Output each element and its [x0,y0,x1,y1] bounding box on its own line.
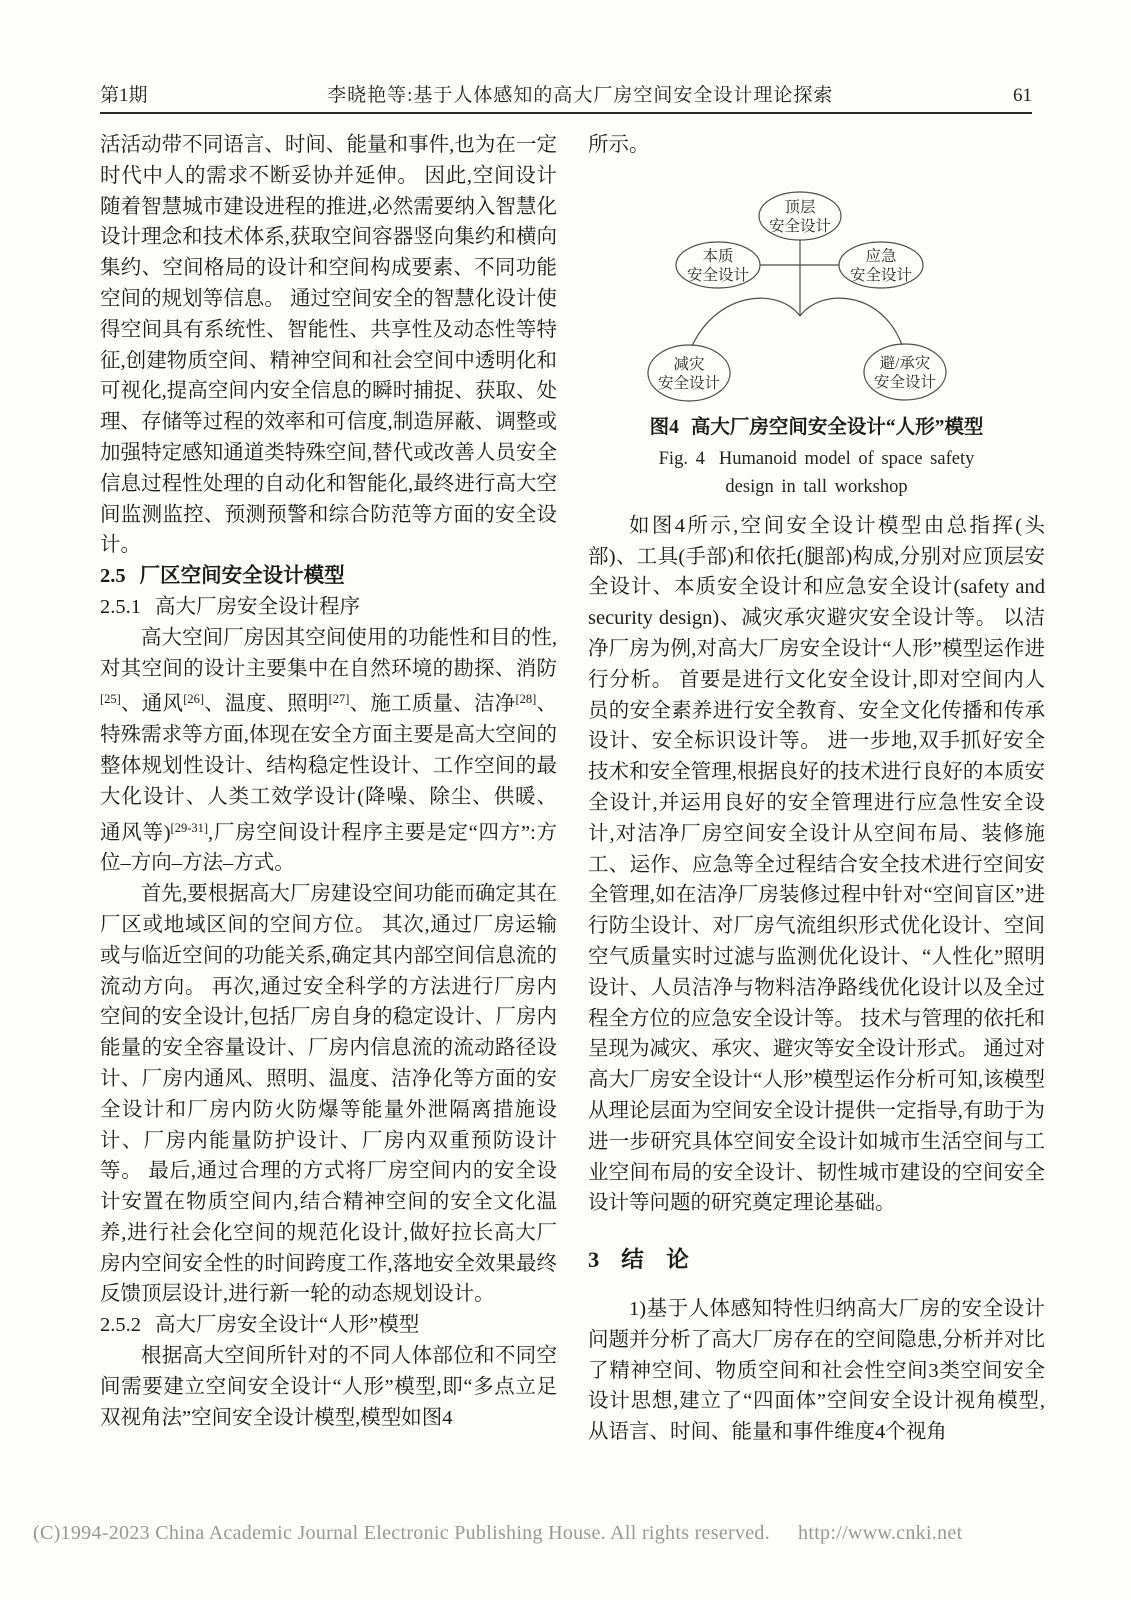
figure-node-label: 安全设计 [873,373,937,391]
paragraph-model-intro: 根据高大空间所针对的不同人体部位和不同空间需要建立空间安全设计“人形”模型,即“多点立足双视角法”空间安全设计模型,模型如图4 [100,1345,557,1429]
figure-4 [588,161,1045,501]
copyright-text: (C)1994-2023 China Academic Journal Electronic Publishing House. All rights reserved. [33,1522,771,1544]
figure-node-intrinsic-safety-design [676,242,760,288]
heading-2-5 [100,561,557,592]
figure-node-label: 减灾 [673,355,705,373]
text-run: ,厂房空间设计程序主要是定“四方”:方位–方向–方法–方式。 [100,821,557,875]
text-run: 高大空间厂房因其空间使用的功能性和目的性,对其空间的设计主要集中在自然环境的勘探、消防 [100,626,557,680]
humanoid-model-diagram [588,161,1043,411]
right-column [588,130,1045,1448]
text-run: 、温度、照明 [204,693,329,716]
text-run: 、施工质量、洁净 [349,693,516,716]
left-column [100,130,557,1433]
citation-superscript: [26] [183,692,205,707]
citation-superscript: [28] [515,692,537,707]
figure-node-label: 避/承灾 [879,354,931,372]
cnki-url: http://www.cnki.net [798,1522,963,1544]
figure-node-label: 安全设计 [849,266,913,284]
citation-superscript: [27] [328,692,350,707]
citation-superscript: [29-31] [170,820,209,835]
figure-connector-left-leg [692,298,800,346]
heading-2-5-1 [100,592,557,623]
paragraph-model-analysis: 如图4所示,空间安全设计模型由总指挥(头部)、工具(手部)和依托(腿部)构成,分别对应顶层安全设计、本质安全设计和应急安全设计(safety and security design)、减灾承灾避灾安全设计等。 以洁净厂房为例,对高大厂房安全设计“人形”模型运作进行分析。 首要是进行文化安全设计,即对空间内人员的安全素养进行安全教育、安全文化传播和传承设计、安全标识设计等。 进一步地,双手抓好安全技术和安全管理,根据良好的技术进行良好的本质安全设计,并运用良好的安全管理进行应急性安全设计,对洁净厂房空间安全设计从空间布局、装修施工、运作、应急等全过程结合安全技术进行空间安全管理,如在洁净厂房装修过程中针对“空间盲区”进行防尘设计、对厂房气流组织形式优化设计、空间空气质量实时过滤与监测优化设计、“人性化”照明设计、人员洁净与物料洁净路线优化设计以及全过程全方位的应急安全设计等。 技术与管理的依托和呈现为减灾、承灾、避灾等安全设计形式。 通过对高大厂房安全设计“人形”模型运作分析可知,该模型从理论层面为空间安全设计提供一定指导,有助于为进一步研究具体空间安全设计如城市生活空间与工业空间布局的安全设计、韧性城市建设的空间安全设计等问题的研究奠定理论基础。 [588,514,1045,1215]
figure-connector-right-leg [800,298,902,345]
paragraph-conclusion-1: 1)基于人体感知特性归纳高大厂房的安全设计问题并分析了高大厂房存在的空间隐患,分析并对比了精神空间、物质空间和社会性空间3类空间安全设计思想,建立了“四面体”空间安全设计视角模型,从语言、时间、能量和事件维度4个视角 [588,1297,1045,1444]
paragraph-continuation-tail: 所示。 [588,134,650,156]
figure-node-label: 本质 [702,247,734,265]
running-title: 李晓艳等:基于人体感知的高大厂房空间安全设计理论探索 [327,85,834,106]
figure-caption-label: 图4 [649,416,679,438]
figure-node-label: 安全设计 [686,266,750,284]
figure-node-emergency-safety-design [839,242,923,288]
figure-node-label: 应急 [865,247,897,265]
figure-caption-zh [588,415,1045,441]
figure-node-avoidance-safety-design [864,344,946,400]
heading-text: 厂区空间安全设计模型 [139,565,345,588]
issue-label: 第1期 [100,85,148,106]
heading-text: 高大厂房安全设计程序 [155,595,360,618]
figure-caption-en-line2: design in tall workshop [725,476,908,497]
text-run: 、特殊需求等方面,体现在安全方面主要是高大空间的整体规划性设计、结构稳定性设计、工作空间的最大化设计、人类工效学设计(降噪、除尘、供暖、通风等) [100,693,558,844]
figure-caption-en-text: Humanoid model of space safety [718,448,975,469]
citation-superscript: [25] [100,692,121,707]
copyright-footer [33,1522,1113,1545]
heading-text: 结 论 [621,1247,689,1273]
heading-conclusion [588,1245,1045,1276]
heading-text: 高大厂房安全设计“人形”模型 [155,1314,420,1337]
heading-number: 3 [588,1247,600,1273]
heading-2-5-2 [100,1310,557,1341]
figure-caption-en-label: Fig. 4 [658,448,705,469]
page-number: 61 [1012,85,1032,106]
figure-node-label: 安全设计 [657,374,721,392]
figure-node-mitigation-safety-design [648,345,730,401]
paragraph-continuation: 活活动带不同语言、时间、能量和事件,也为在一定时代中人的需求不断妥协并延伸。 因此,空间设计随着智慧城市建设进程的推进,必然需要纳入智慧化设计理念和技术体系,获取空间容器竖向集约和横向集约、空间格局的设计和空间构成要素、不同功能空间的规划等信息。 通过空间安全的智慧化设计使得空间具有系统性、智能性、共享性及动态性等特征,创建物质空间、精神空间和社会空间中透明化和可视化,提高空间内安全信息的瞬时捕捉、获取、处理、存储等过程的效率和可信度,制造屏蔽、调整或加强特定感知通道类特殊空间,替代或改善人员安全信息过程性处理的自动化和智能化,最终进行高大空间监测监控、预测预警和综合防范等方面的安全设计。 [100,134,557,557]
figure-node-label: 顶层 [784,198,816,216]
figure-node-top-level-design [759,192,841,240]
running-head [100,80,1032,107]
heading-number: 2.5 [100,565,126,588]
heading-number: 2.5.1 [100,595,141,618]
heading-number: 2.5.2 [100,1314,141,1337]
text-run: 、通风 [120,693,184,716]
header-rule [100,112,1032,114]
figure-caption-text: 高大厂房空间安全设计“人形”模型 [690,416,984,438]
figure-caption-en-line1 [588,445,1045,473]
paragraph-design-steps: 首先,要根据高大厂房建设空间功能而确定其在厂区或地域区间的空间方位。 其次,通过厂房运输或与临近空间的功能关系,确定其内部空间信息流的流动方向。 再次,通过安全科学的方法进行厂房内空间的安全设计,包括厂房自身的稳定设计、厂房内能量的安全容量设计、厂房内信息流的流动路径设计、厂房内通风、照明、温度、洁净化等方面的安全设计和厂房内防火防爆等能量外泄隔离措施设计、厂房内能量防护设计、厂房内双重预防设计等。 最后,通过合理的方式将厂房空间内的安全设计安置在物质空间内,结合精神空间的安全文化温养,进行社会化空间的规范化设计,做好拉长高大厂房内空间安全性的时间跨度工作,落地安全效果最终反馈顶层设计,进行新一轮的动态规划设计。 [100,883,557,1306]
paragraph-design-program [100,623,557,879]
figure-node-label: 安全设计 [768,217,832,235]
